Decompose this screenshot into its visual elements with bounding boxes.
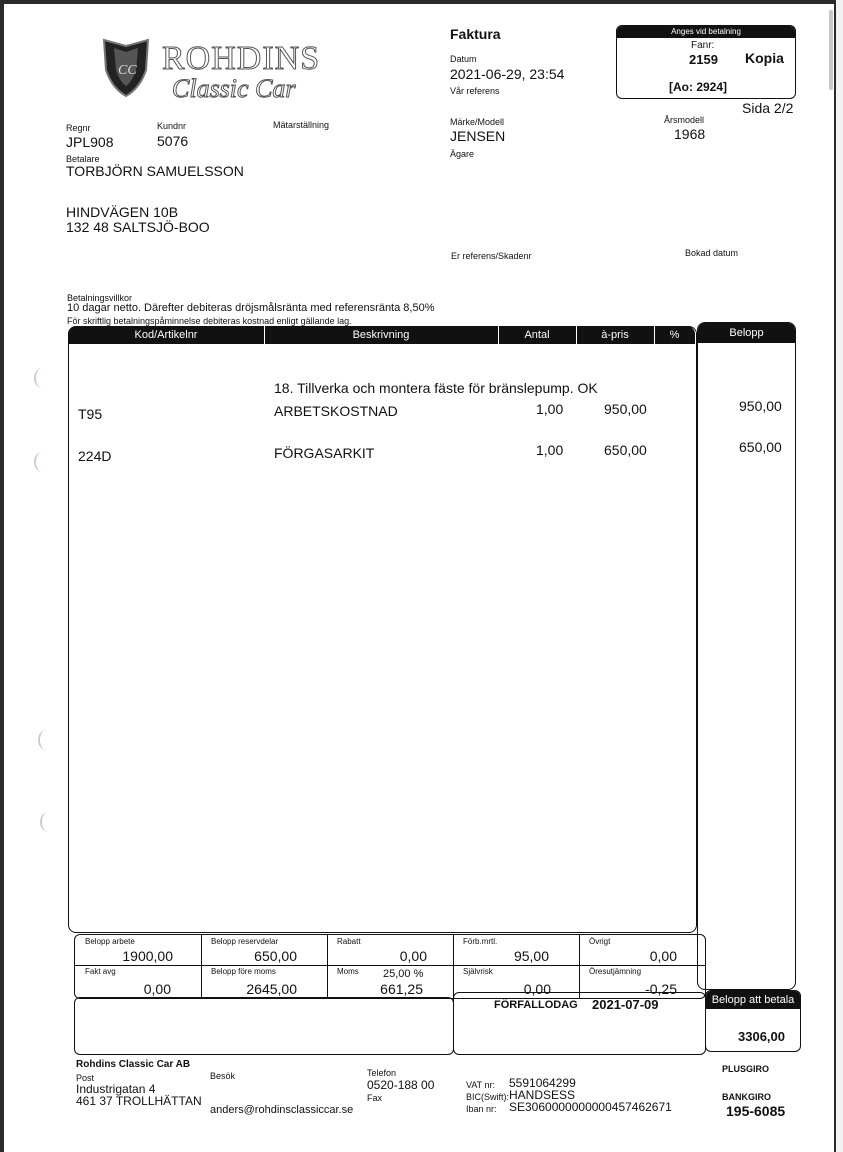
company-email[interactable]: anders@rohdinsclassiccar.se: [210, 1104, 354, 1116]
regnr-label: Regnr: [66, 123, 91, 133]
fanr-value: 2159: [689, 52, 718, 67]
summary-grid: [74, 934, 706, 999]
row-beskrivning: ARBETSKOSTNAD: [274, 403, 398, 419]
payer-street: HINDVÄGEN 10B: [66, 204, 179, 220]
document-type: Faktura: [450, 26, 501, 42]
cell-belopp-fore-moms: Belopp före moms 2645,00: [201, 965, 328, 998]
vat-value: 5591064299: [509, 1076, 576, 1090]
telefon-label: Telefon: [367, 1068, 397, 1078]
ao-number: [Ao: 2924]: [669, 80, 728, 94]
row-beskrivning: FÖRGASARKIT: [274, 445, 375, 461]
amount-to-pay-box: [705, 990, 801, 1052]
kundnr-value: 5076: [157, 133, 189, 149]
marke-modell-value: JENSEN: [450, 128, 506, 144]
bankgiro-value: 195-6085: [726, 1103, 786, 1119]
row-kod: T95: [78, 406, 103, 422]
telefon-value: 0520-188 00: [367, 1078, 435, 1092]
betalningsvillkor-label: Betalningsvillkor: [67, 293, 133, 303]
column-header-apris: à-pris: [576, 326, 655, 344]
scrollbar-thumb[interactable]: [829, 10, 833, 90]
betalare-label: Betalare: [66, 154, 100, 164]
row-antal: 1,00: [536, 442, 564, 458]
arsmodell-value: 1968: [674, 126, 706, 142]
page-number: Sida 2/2: [742, 100, 794, 116]
window-edge: [836, 0, 843, 1152]
marke-modell-label: Märke/Modell: [450, 117, 505, 127]
notes-box: [74, 997, 454, 1055]
vat-label: VAT nr:: [466, 1080, 496, 1090]
shield-logo-icon: [100, 36, 152, 98]
row-belopp: 950,00: [739, 398, 782, 414]
cell-ovrigt: Övrigt 0,00: [579, 935, 705, 966]
cell-fakt-avg: Fakt avg 0,00: [75, 965, 202, 998]
cell-forb-mrtl: Förb.mrtl. 95,00: [453, 935, 580, 966]
iban-label: Iban nr:: [466, 1104, 497, 1114]
bic-value: HANDSESS: [509, 1088, 576, 1102]
logo-text-main: ROHDINS: [162, 40, 321, 77]
cell-rabatt: Rabatt 0,00: [327, 935, 454, 966]
column-header-kod: Kod/Artikelnr: [68, 326, 265, 344]
work-order-note: 18. Tillverka och montera fäste för bränslepump. OK: [274, 380, 598, 396]
row-belopp: 650,00: [739, 439, 782, 455]
fanr-box: [616, 25, 796, 99]
bankgiro-label: BANKGIRO: [722, 1092, 771, 1102]
svg-text:CC: CC: [118, 63, 137, 78]
cell-oresutjamning: Öresutjämning -0,25: [589, 967, 677, 997]
cell-moms: Moms 25,00 % 661,25: [327, 965, 454, 998]
row-apris: 650,00: [604, 442, 647, 458]
forfallodag-label: FÖRFALLODAG: [494, 999, 578, 1011]
iban-value: SE3060000000000457462671: [509, 1100, 672, 1114]
column-header-belopp: Belopp: [698, 323, 795, 343]
agare-label: Ägare: [450, 149, 475, 159]
paminnelse-text: För skriftlig betalningspåminnelse debiteras kostnad enligt gällande lag.: [67, 316, 352, 326]
post-city: 461 37 TROLLHÄTTAN: [76, 1094, 202, 1108]
kopia-label: Kopia: [745, 50, 784, 66]
punch-hole: [34, 368, 50, 388]
kundnr-label: Kundnr: [157, 121, 187, 131]
var-referens-label: Vår referens: [450, 86, 500, 96]
due-date-box: [453, 992, 706, 1055]
post-street: Industrigatan 4: [76, 1082, 156, 1096]
punch-hole: [34, 452, 50, 472]
punch-hole: [38, 730, 54, 750]
logo-text-sub: Classic Car: [172, 74, 296, 103]
column-header-beskrivning: Beskrivning: [264, 326, 499, 344]
cell-sjalvrisk: Självrisk 0,00: [453, 965, 580, 998]
regnr-value: JPL908: [66, 134, 114, 150]
table-header-row: [68, 326, 695, 344]
datum-value: 2021-06-29, 23:54: [450, 66, 565, 82]
bokad-datum-label: Bokad datum: [685, 248, 739, 258]
column-header-antal: Antal: [498, 326, 577, 344]
er-referens-label: Er referens/Skadenr: [451, 251, 532, 261]
matarstallning-label: Mätarställning: [273, 120, 330, 130]
punch-hole: [40, 812, 56, 832]
datum-label: Datum: [450, 54, 477, 64]
bic-label: BIC(Swift):: [466, 1092, 510, 1102]
forfallodag-value: 2021-07-09: [592, 997, 659, 1012]
post-label: Post: [76, 1073, 95, 1083]
company-name: Rohdins Classic Car AB: [76, 1059, 191, 1070]
row-kod: 224D: [78, 448, 112, 464]
amount-to-pay-label: Belopp att betala: [706, 991, 800, 1009]
row-apris: 950,00: [604, 401, 647, 417]
fax-label: Fax: [367, 1093, 383, 1103]
fanr-box-title: Anges vid betalning: [617, 26, 795, 38]
arsmodell-label: Årsmodell: [664, 115, 705, 125]
cell-belopp-reservdelar: Belopp reservdelar 650,00: [201, 935, 328, 966]
column-header-procent: %: [669, 329, 680, 341]
payer-name: TORBJÖRN SAMUELSSON: [66, 163, 244, 179]
amount-column: [697, 322, 796, 990]
amount-to-pay-value: 3306,00: [738, 1029, 785, 1044]
plusgiro-label: PLUSGIRO: [722, 1064, 770, 1074]
betalningsvillkor-text: 10 dagar netto. Därefter debiteras dröjsmålsränta med referensränta 8,50%: [67, 302, 435, 314]
payer-city: 132 48 SALTSJÖ-BOO: [66, 219, 210, 235]
fanr-label: Fanr:: [691, 40, 715, 51]
cell-belopp-arbete: Belopp arbete 1900,00: [75, 935, 202, 966]
row-antal: 1,00: [536, 401, 564, 417]
besok-label: Besök: [210, 1071, 236, 1081]
